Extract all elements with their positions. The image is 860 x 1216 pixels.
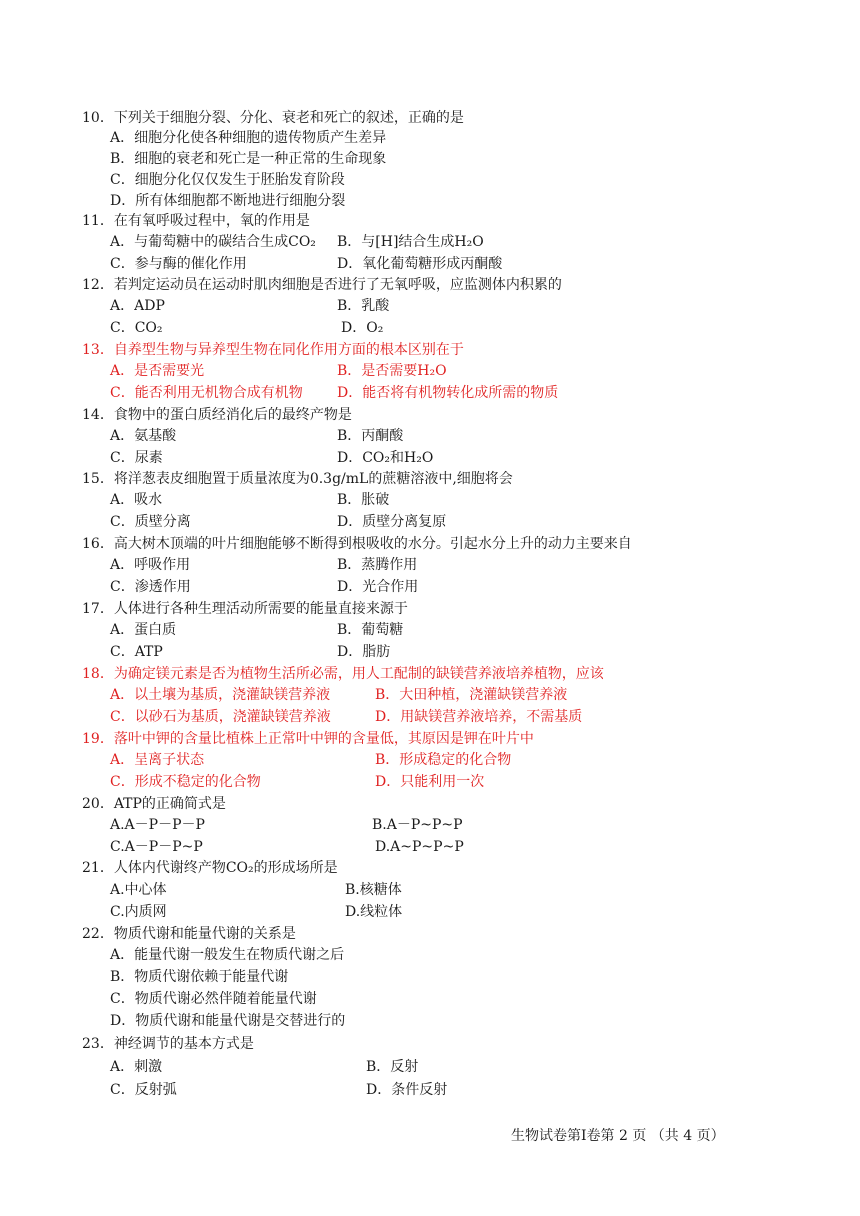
question-12-stem: 12．若判定运动员在运动时肌肉细胞是否进行了无氧呼吸，应监测体内积累的 xyxy=(82,277,562,293)
question-23-option-a: A．刺激 xyxy=(110,1059,163,1075)
question-14-stem: 14．食物中的蛋白质经消化后的最终产物是 xyxy=(82,407,352,423)
question-15-option-c: C．质壁分离 xyxy=(110,514,191,530)
question-13-stem: 13．自养型生物与异养型生物在同化作用方面的根本区别在于 xyxy=(82,342,464,358)
question-21-stem: 21．人体内代谢终产物CO₂的形成场所是 xyxy=(82,860,338,876)
question-12-option-c: C．CO₂ xyxy=(110,320,163,336)
question-16-option-c: C．渗透作用 xyxy=(110,579,191,595)
question-18-option-d: D．用缺镁营养液培养，不需基质 xyxy=(375,709,583,725)
question-15-option-d: D．质壁分离复原 xyxy=(337,514,447,530)
question-23-stem: 23．神经调节的基本方式是 xyxy=(82,1036,254,1052)
question-20-option-a: A.A－P－P－P xyxy=(110,817,205,833)
question-12-option-b: B．乳酸 xyxy=(337,298,390,314)
question-19-option-d: D．只能利用一次 xyxy=(375,774,485,790)
question-22-option-b: B．物质代谢依赖于能量代谢 xyxy=(110,969,289,985)
question-11-stem: 11．在有氧呼吸过程中，氧的作用是 xyxy=(82,213,310,229)
question-22-option-d: D．物质代谢和能量代谢是交替进行的 xyxy=(110,1013,346,1029)
question-14-option-a: A．氨基酸 xyxy=(110,428,177,444)
question-13-option-a: A．是否需要光 xyxy=(110,363,205,379)
question-11-option-c: C．参与酶的催化作用 xyxy=(110,256,247,272)
question-13-option-c: C．能否利用无机物合成有机物 xyxy=(110,385,303,401)
question-19-option-b: B．形成稳定的化合物 xyxy=(375,752,512,768)
question-16-option-d: D．光合作用 xyxy=(337,579,419,595)
question-15-option-b: B．胀破 xyxy=(337,492,390,508)
question-21-option-c: C.内质网 xyxy=(110,904,167,920)
question-19-option-a: A．呈离子状态 xyxy=(110,752,205,768)
question-17-stem: 17．人体进行各种生理活动所需要的能量直接来源于 xyxy=(82,601,408,617)
question-10-option-b: B．细胞的衰老和死亡是一种正常的生命现象 xyxy=(110,151,387,167)
question-16-option-a: A．呼吸作用 xyxy=(110,557,191,573)
question-11-option-a: A．与葡萄糖中的碳结合生成CO₂ xyxy=(110,234,316,250)
question-20-stem: 20．ATP的正确简式是 xyxy=(82,796,226,812)
question-17-option-d: D．脂肪 xyxy=(337,644,391,660)
question-21-option-b: B.核糖体 xyxy=(345,882,402,898)
question-18-option-c: C．以砂石为基质，浇灌缺镁营养液 xyxy=(110,709,331,725)
question-16-stem: 16．高大树木顶端的叶片细胞能够不断得到根吸收的水分。引起水分上升的动力主要来自 xyxy=(82,536,632,552)
question-18-option-b: B．大田种植，浇灌缺镁营养液 xyxy=(375,687,568,703)
question-13-option-d: D．能否将有机物转化成所需的物质 xyxy=(337,385,559,401)
question-10-option-c: C．细胞分化仅仅发生于胚胎发育阶段 xyxy=(110,172,345,188)
question-10-stem: 10．下列关于细胞分裂、分化、衰老和死亡的叙述，正确的是 xyxy=(82,110,464,126)
question-18-stem: 18．为确定镁元素是否为植物生活所必需，用人工配制的缺镁营养液培养植物，应该 xyxy=(82,666,604,682)
question-19-option-c: C．形成不稳定的化合物 xyxy=(110,774,261,790)
question-12-option-d: D．O₂ xyxy=(341,320,384,336)
question-15-option-a: A．吸水 xyxy=(110,492,163,508)
question-13-option-b: B．是否需要H₂O xyxy=(337,363,447,379)
question-17-option-b: B．葡萄糖 xyxy=(337,622,404,638)
question-23-option-c: C．反射弧 xyxy=(110,1082,177,1098)
question-23-option-b: B．反射 xyxy=(366,1059,419,1075)
question-10-option-a: A．细胞分化使各种细胞的遗传物质产生差异 xyxy=(110,130,387,146)
question-20-option-c: C.A－P－P~P xyxy=(110,839,203,855)
question-11-option-b: B．与[H]结合生成H₂O xyxy=(337,234,484,250)
question-21-option-a: A.中心体 xyxy=(110,882,167,898)
question-20-option-d: D.A~P~P~P xyxy=(375,839,464,855)
question-20-option-b: B.A－P~P~P xyxy=(372,817,463,833)
question-14-option-b: B．丙酮酸 xyxy=(337,428,404,444)
question-12-option-a: A．ADP xyxy=(110,298,165,314)
question-21-option-d: D.线粒体 xyxy=(345,904,403,920)
question-16-option-b: B．蒸腾作用 xyxy=(337,557,418,573)
question-22-option-a: A．能量代谢一般发生在物质代谢之后 xyxy=(110,947,345,963)
question-14-option-c: C．尿素 xyxy=(110,450,163,466)
question-19-stem: 19．落叶中钾的含量比植株上正常叶中钾的含量低，其原因是钾在叶片中 xyxy=(82,731,534,747)
question-23-option-d: D．条件反射 xyxy=(366,1082,448,1098)
question-14-option-d: D．CO₂和H₂O xyxy=(337,450,434,466)
question-10-option-d: D．所有体细胞都不断地进行细胞分裂 xyxy=(110,193,346,209)
question-18-option-a: A．以土壤为基质，浇灌缺镁营养液 xyxy=(110,687,331,703)
question-17-option-c: C．ATP xyxy=(110,644,163,660)
page-footer: 生物试卷第Ⅰ卷第 2 页 （共 4 页） xyxy=(511,1128,725,1144)
question-22-option-c: C．物质代谢必然伴随着能量代谢 xyxy=(110,991,317,1007)
question-15-stem: 15．将洋葱表皮细胞置于质量浓度为0.3g/mL的蔗糖溶液中,细胞将会 xyxy=(82,471,513,487)
question-11-option-d: D．氧化葡萄糖形成丙酮酸 xyxy=(337,256,503,272)
question-17-option-a: A．蛋白质 xyxy=(110,622,177,638)
question-22-stem: 22．物质代谢和能量代谢的关系是 xyxy=(82,926,296,942)
